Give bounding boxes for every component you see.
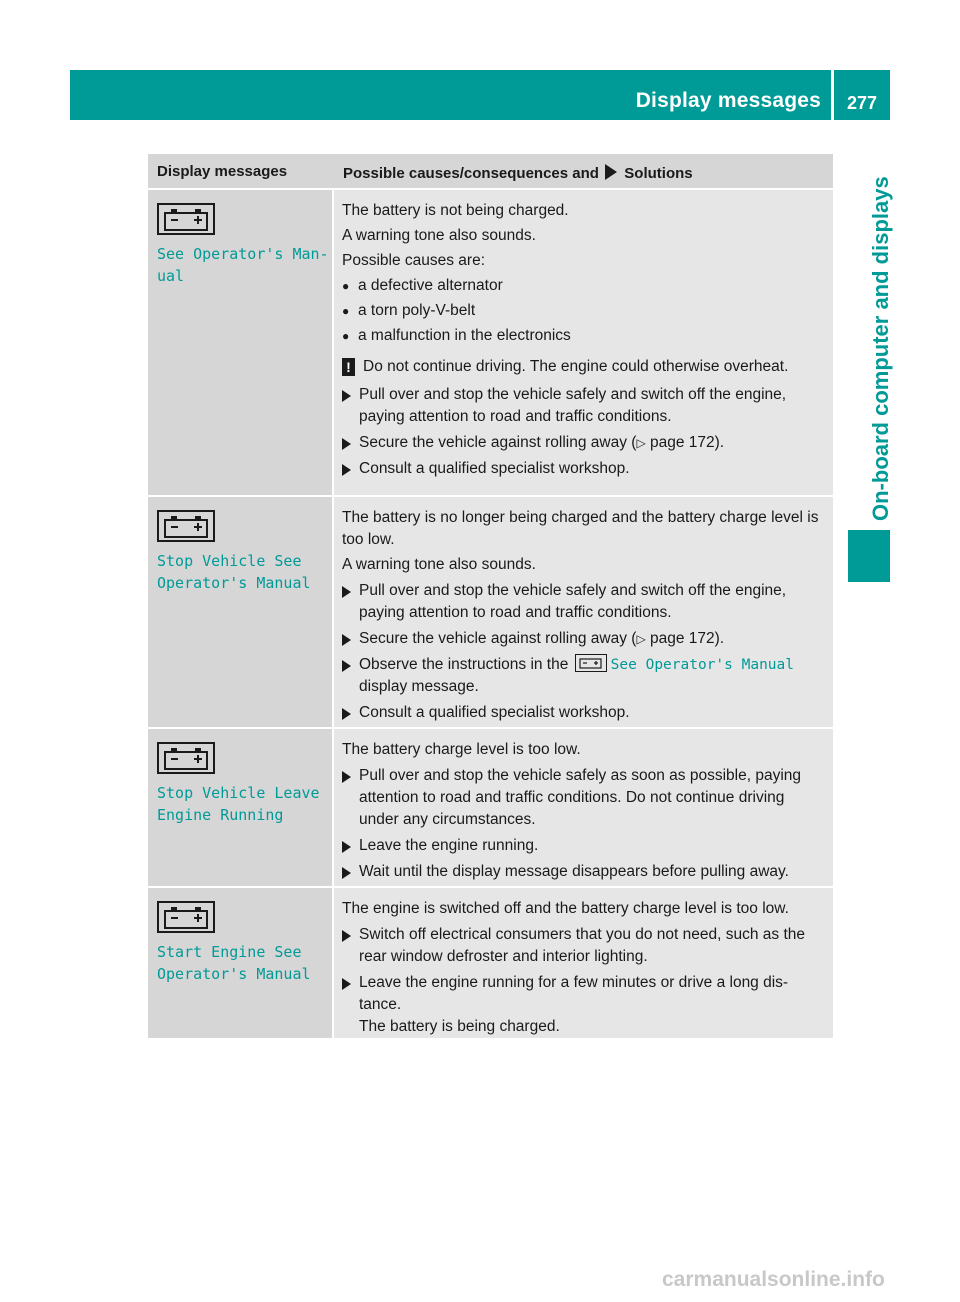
battery-icon — [157, 742, 215, 774]
page-ref-link[interactable]: page 172 — [649, 434, 715, 451]
battery-icon — [157, 203, 215, 235]
list-item: Pull over and stop the vehicle safely and switch off the engine, paying attention to road and traffic conditions. — [342, 580, 827, 624]
list-item: ● a torn poly-V-belt — [342, 302, 476, 319]
header-bar — [70, 70, 831, 120]
step-arrow-icon — [342, 634, 351, 646]
side-tab-marker — [848, 530, 890, 582]
page-title: Display messages — [635, 89, 821, 112]
step-arrow-icon — [342, 841, 351, 853]
list-item: Switch off electrical consumers that you do not need, such as the rear window defroster and interior lighting. — [342, 924, 827, 968]
list-item: Observe the instructions in the See Operator's Manual display message. — [342, 654, 827, 698]
battery-icon — [575, 654, 607, 672]
step-arrow-icon — [342, 438, 351, 450]
display-messages-table — [148, 154, 833, 1040]
display-message-text: Start Engine See Operator's Manual — [157, 943, 311, 983]
list-item: Consult a qualified specialist workshop. — [342, 702, 827, 724]
step-arrow-icon — [342, 771, 351, 783]
list-item: Pull over and stop the vehicle safely and switch off the engine, paying attention to road and traffic conditions. — [342, 384, 827, 428]
page-ref-icon: ▷ — [636, 632, 646, 646]
display-message-text: Stop Vehicle Leave Engine Running — [157, 784, 320, 824]
watermark: carmanualsonline.info — [662, 1268, 885, 1291]
list-item: Leave the engine running. — [342, 835, 827, 857]
message-cell — [148, 729, 334, 886]
display-message-text: Stop Vehicle See Operator's Manual — [157, 552, 311, 592]
table-header — [148, 154, 833, 190]
table-row — [148, 888, 833, 1040]
list-item: Secure the vehicle against rolling away (▷ page 172). — [342, 432, 827, 454]
solution-cell: The engine is switched off and the battery charge level is too low. Switch off electrical consumers that you do not need, such as the rear window defroster and interior lighting. Leave the engine running for a few minutes or drive a long dis-tance. The battery is being charged. — [334, 888, 833, 1038]
step-arrow-icon — [342, 930, 351, 942]
list-item: Wait until the display message disappears before pulling away. — [342, 861, 827, 883]
list-item: ● a defective alternator — [342, 277, 503, 294]
list-item: Consult a qualified specialist workshop. — [342, 458, 827, 480]
step-arrow-icon — [342, 978, 351, 990]
solution-cell: The battery charge level is too low. Pull over and stop the vehicle safely as soon as possible, paying attention to road and traffic conditions. Do not continue driving under any circumstances. Leave the engine running. Wait until the display message disappears before pulling away. — [334, 729, 833, 886]
warning-icon: ! — [342, 358, 355, 376]
step-arrow-icon — [342, 708, 351, 720]
message-cell — [148, 497, 334, 727]
solution-cell: The battery is not being charged. A warning tone also sounds. Possible causes are: ● a defective alternator ● a torn poly-V-belt ● a malfunction in the electronics ! Do not continue driving. The engine could otherwise overheat. Pull over and stop the vehicle safely and switch off the engine, paying attention to road and traffic conditions. Secure the vehicle against rolling away (▷ page 172). Consult a qualified specialist workshop. — [334, 190, 833, 495]
battery-icon — [157, 510, 215, 542]
step-arrow-icon — [342, 867, 351, 879]
step-arrow-icon — [342, 586, 351, 598]
page-ref-icon: ▷ — [636, 436, 646, 450]
display-message-text: See Operator's Man- ual — [157, 245, 329, 285]
message-cell — [148, 888, 334, 1038]
step-arrow-icon — [342, 464, 351, 476]
table-row — [148, 497, 833, 729]
table-row — [148, 190, 833, 497]
list-item: Secure the vehicle against rolling away (▷ page 172). — [342, 628, 827, 650]
solution-cell: The battery is no longer being charged and the battery charge level is too low. A warning tone also sounds. Pull over and stop the vehicle safely and switch off the engine, paying attention to road and traffic conditions. Secure the vehicle against rolling away (▷ page 172). Observe the instructions in the See Operator's Manual display message. Consult a qualified specialist workshop. — [334, 497, 833, 727]
list-item: ● a malfunction in the electronics — [342, 327, 571, 344]
warning-note: ! Do not continue driving. The engine could otherwise overheat. — [342, 356, 827, 378]
page-number: 277 — [834, 70, 890, 120]
battery-icon — [157, 901, 215, 933]
side-tab-label: On-board computer and displays — [868, 176, 893, 521]
step-arrow-icon — [342, 660, 351, 672]
list-item: Pull over and stop the vehicle safely as soon as possible, paying attention to road and traffic conditions. Do not continue driving under any circumstances. — [342, 765, 827, 831]
page-ref-link[interactable]: page 172 — [649, 630, 715, 647]
list-item: Leave the engine running for a few minutes or drive a long dis-tance. The battery is being charged. — [342, 972, 827, 1038]
col-header-solutions: Possible causes/consequences and Solutions — [343, 165, 693, 182]
play-icon — [605, 164, 617, 180]
col-header-messages: Display messages — [157, 163, 288, 180]
step-arrow-icon — [342, 390, 351, 402]
message-cell — [148, 190, 334, 495]
table-row — [148, 729, 833, 888]
